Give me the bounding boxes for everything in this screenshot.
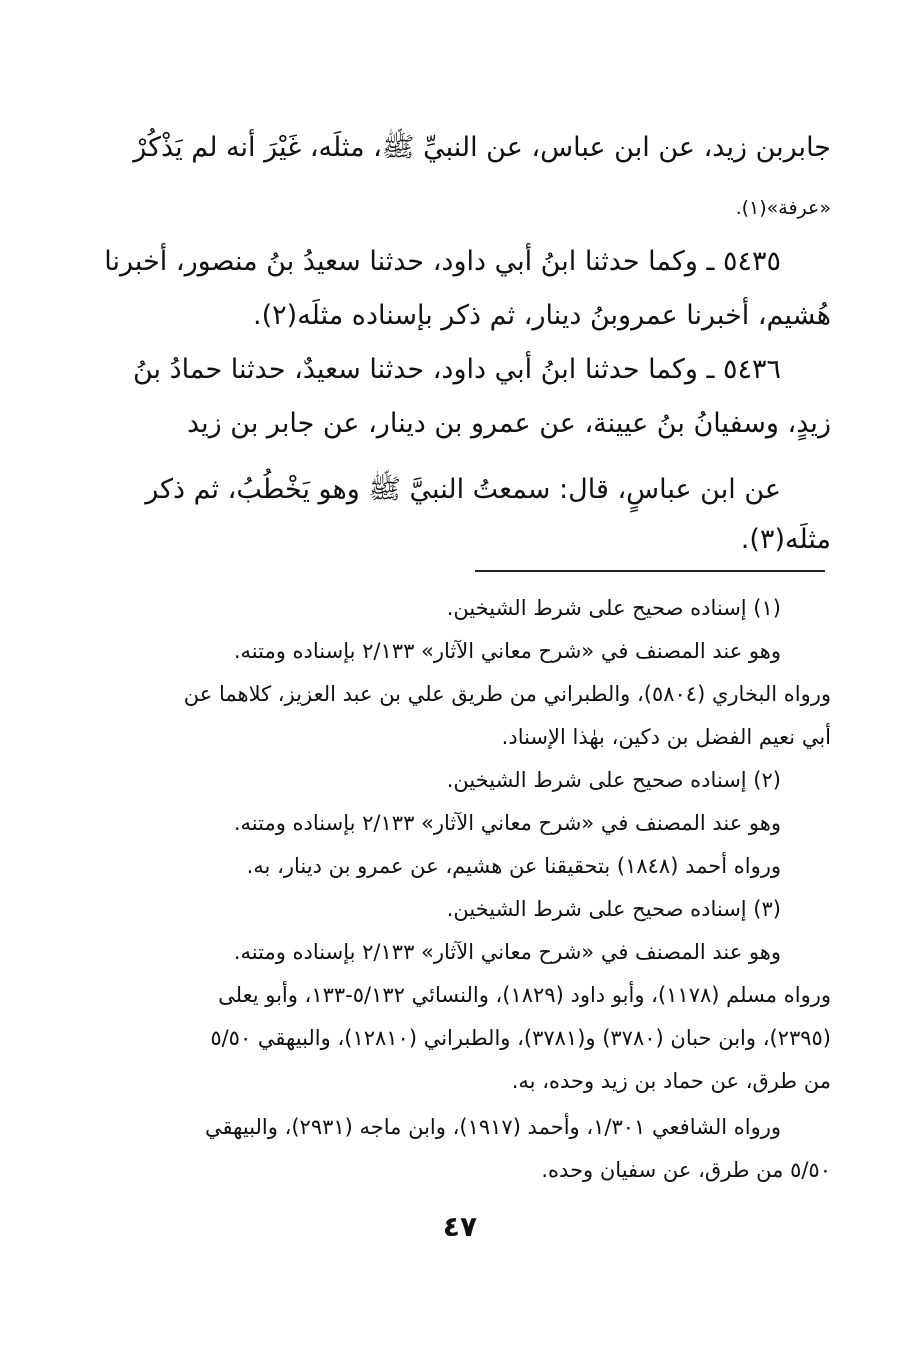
footnote-line: ٥/٥٠ من طرق، عن سفيان وحده. — [541, 1158, 831, 1182]
footnote-line: (١) إسناده صحيح على شرط الشيخين. — [446, 596, 781, 620]
footnote-line: ورواه البخاري (٥٨٠٤)، والطبراني من طريق علي بن عبد العزيز، كلاهما عن — [183, 682, 831, 706]
footnote-line: ورواه مسلم (١١٧٨)، وأبو داود (١٨٢٩)، والنسائي ٥/١٣٢-١٣٣، وأبو يعلى — [218, 983, 831, 1007]
footnote-line: ورواه الشافعي ١/٣٠١، وأحمد (١٩١٧)، وابن ماجه (٢٩٣١)، والبيهقي — [205, 1115, 781, 1139]
footnote-line: (٣) إسناده صحيح على شرط الشيخين. — [446, 897, 781, 921]
footnote-separator — [475, 570, 825, 572]
main-text-line: هُشيم، أخبرنا عمروبنُ دينار، ثم ذكر بإسناده مثلَه(٢). — [253, 300, 831, 331]
hadith-5436-start: ٥٤٣٦ ـ وكما حدثنا ابنُ أبي داود، حدثنا سعيدٌ، حدثنا حمادُ بنُ — [132, 354, 781, 385]
footnote-line: (٢٣٩٥)، وابن حبان (٣٧٨٠) و(٣٧٨١)، والطبراني (١٢٨١٠)، والبيهقي ٥/٥٠ — [210, 1026, 831, 1050]
footnote-line: من طرق، عن حماد بن زيد وحده، به. — [511, 1069, 831, 1093]
footnote-line: (٢) إسناده صحيح على شرط الشيخين. — [446, 768, 781, 792]
main-text-line: «عرفة»(١). — [735, 197, 831, 219]
footnote-line: ورواه أحمد (١٨٤٨) بتحقيقنا عن هشيم، عن عمرو بن دينار، به. — [246, 854, 781, 878]
footnote-line: وهو عند المصنف في «شرح معاني الآثار» ٢/١٣٣ بإسناده ومتنه. — [233, 639, 781, 663]
footnote-line: وهو عند المصنف في «شرح معاني الآثار» ٢/١٣٣ بإسناده ومتنه. — [233, 811, 781, 835]
main-text-line: جابربن زيد، عن ابن عباس، عن النبيِّ ﷺ، مثلَه، غَيْرَ أنه لم يَذْكُرْ — [133, 132, 831, 163]
footnote-line: وهو عند المصنف في «شرح معاني الآثار» ٢/١٣٣ بإسناده ومتنه. — [233, 940, 781, 964]
footnote-line: أبي نعيم الفضل بن دكين، بهٰذا الإسناد. — [501, 725, 831, 749]
page-number: ٤٧ — [442, 1210, 478, 1243]
main-text-line: مثلَه(٣). — [740, 524, 831, 555]
hadith-5435-start: ٥٤٣٥ ـ وكما حدثنا ابنُ أبي داود، حدثنا سعيدُ بنُ منصور، أخبرنا — [104, 246, 781, 277]
main-text-line: عن ابن عباسٍ، قال: سمعتُ النبيَّ ﷺ وهو يَخْطُبُ، ثم ذكر — [145, 474, 781, 505]
main-text-line: زيدٍ، وسفيانُ بنُ عيينة، عن عمرو بن دينار، عن جابر بن زيد — [186, 408, 831, 439]
